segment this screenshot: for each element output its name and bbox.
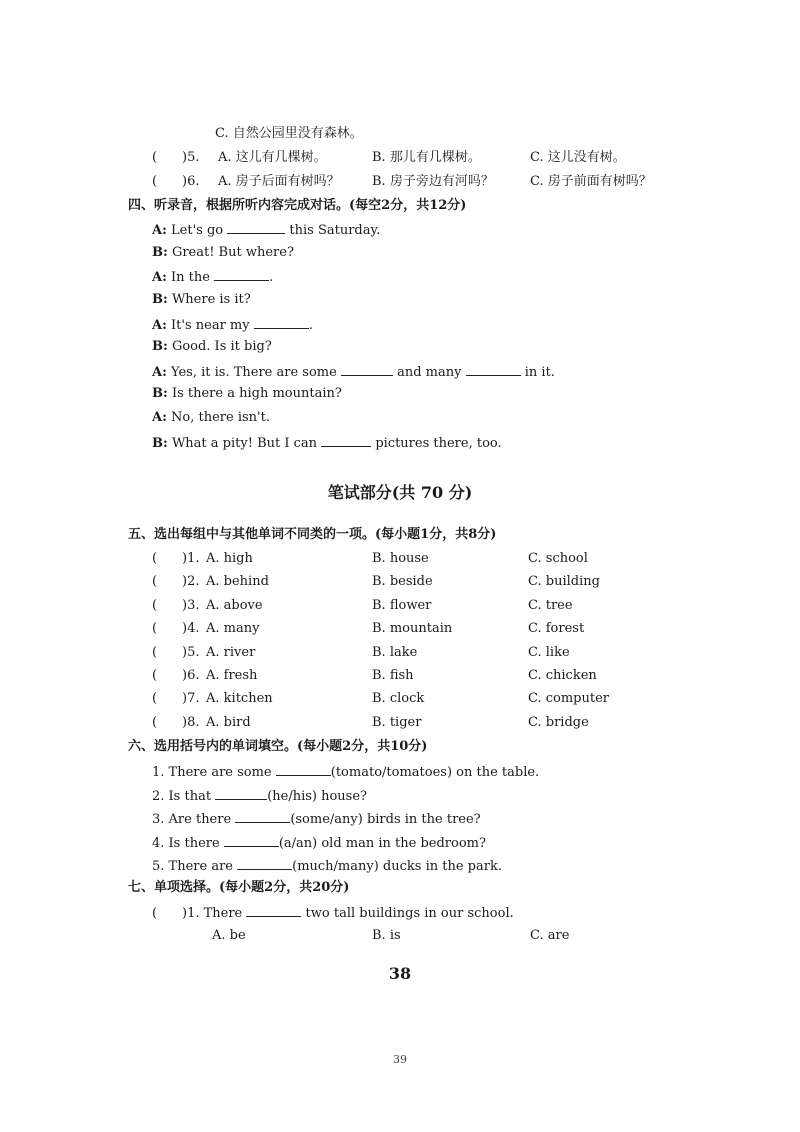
section5-option-c: C. school [528,551,588,566]
page-number: 38 [388,964,412,983]
dialogue-line [152,339,272,355]
section6-item [152,810,481,828]
fill-blank[interactable] [276,763,331,776]
section5-option-c: C. bridge [528,714,589,730]
section5-option-b: B. beside [372,574,433,590]
section5-item [152,645,199,661]
dialogue-text: in it. [524,365,555,380]
section5-option-c: C. computer [528,691,610,707]
dialogue-line [152,268,273,286]
speaker: B: [152,245,168,260]
section5-option-a: A. river [206,644,256,660]
section6-item [152,787,367,805]
speaker: A: [152,365,167,380]
section5-option-c: C. forest [528,621,585,637]
speaker: A: [152,318,167,333]
section5-heading: 五、选出每组中与其他单词不同类的一项。(每小题1分，共8分) [128,527,497,542]
section6-item [152,763,539,781]
footer-number: 39 [393,1053,407,1066]
section5-option-b: B. lake [372,644,418,660]
answer-paren[interactable]: ( [152,597,158,613]
section7-heading: 七、单项选择。(每小题2分，共20分) [128,880,350,895]
dialogue-text: this Saturday. [289,223,381,238]
fill-blank[interactable] [227,221,285,234]
answer-paren[interactable]: ( [152,174,158,189]
speaker: A: [152,223,167,238]
fill-blank[interactable] [235,810,290,823]
dialogue-text: . [269,270,274,285]
dialogue-line [152,221,380,239]
q5-option-b: B. 那儿有几棵树。 [372,150,481,165]
s7-q1-row [152,904,514,922]
section5-option-b: B. clock [372,691,425,707]
section5-option-b: B. fish [372,668,414,683]
speaker: A: [152,410,167,425]
dialogue-text: Yes, it is. There are some [171,365,337,380]
section5-option-c: C. building [528,574,600,590]
section5-option-a: A. behind [206,574,269,590]
dialogue-text: It's near my [171,318,250,333]
answer-paren[interactable]: ( [152,906,158,921]
question-number: )1. [182,551,200,566]
fill-blank[interactable] [214,268,269,281]
section5-item [152,715,199,731]
fill-blank[interactable] [466,363,521,376]
section5-item [152,551,199,567]
fill-blank[interactable] [341,363,393,376]
section5-item [152,691,199,707]
section5-item [152,621,199,637]
fill-blank[interactable] [224,834,279,847]
question-number: )5. [182,644,200,660]
section5-option-b: B. house [372,551,429,566]
s7-q1-option-b: B. is [372,928,401,943]
section5-item [152,574,199,590]
fill-blank[interactable] [254,316,309,329]
dialogue-line [152,245,294,261]
section5-option-c: C. chicken [528,668,597,683]
section4-heading: 四、听录音，根据所听内容完成对话。(每空2分，共12分) [128,198,467,213]
section5-option-b: B. flower [372,597,432,613]
answer-paren[interactable]: ( [152,691,158,707]
section5-option-c: C. like [528,644,570,660]
question-number: )3. [182,597,200,613]
section5-option-c: C. tree [528,597,573,613]
item-text: (he/his) house? [267,788,368,804]
speaker: B: [152,339,168,354]
dialogue-line [152,410,270,426]
item-text: (much/many) ducks in the park. [292,859,502,874]
q4-option-c: C. 自然公园里没有森林。 [215,126,363,141]
dialogue-text: No, there isn't. [171,410,270,425]
fill-blank[interactable] [321,434,371,447]
item-text: 2. Is that [152,788,212,804]
dialogue-text: . [308,318,313,333]
item-text: (tomato/tomatoes) on the table. [330,765,540,780]
section6-heading: 六、选用括号内的单词填空。(每小题2分，共10分) [128,739,428,754]
section5-item [152,598,199,614]
dialogue-text: Is there a high mountain? [171,386,342,401]
question-number: )5. [182,150,200,165]
question-number: )4. [182,621,200,637]
section6-item [152,834,486,852]
section6-item [152,857,502,875]
answer-paren[interactable]: ( [152,644,158,660]
section5-option-a: A. bird [206,714,251,730]
speaker: B: [152,292,168,307]
item-text: 4. Is there [152,835,220,851]
question-number: )6. [182,174,200,189]
item-text: (some/any) birds in the tree? [290,812,481,827]
question-number: )6. [182,668,200,683]
item-text: (a/an) old man in the bedroom? [278,835,486,851]
dialogue-line [152,316,313,334]
section5-option-b: B. tiger [372,714,422,730]
fill-blank[interactable] [246,904,301,917]
dialogue-text: Great! But where? [171,245,294,260]
question-stem: )1. There [182,906,243,921]
item-text: 3. Are there [152,812,232,827]
question-stem-end: two tall buildings in our school. [305,906,514,921]
dialogue-text: Good. Is it big? [171,339,272,354]
s7-q1-option-c: C. are [530,928,570,943]
answer-paren[interactable]: ( [152,714,158,730]
speaker: B: [152,386,168,401]
item-text: 5. There are [152,859,233,874]
answer-paren[interactable]: ( [152,551,158,566]
dialogue-text: Where is it? [171,292,251,307]
dialogue-text: pictures there, too. [375,436,502,451]
section5-option-b: B. mountain [372,621,453,637]
answer-paren[interactable]: ( [152,668,158,683]
answer-paren[interactable]: ( [152,574,158,590]
answer-paren[interactable]: ( [152,150,158,165]
item-text: 1. There are some [152,765,272,780]
q6-option-c: C. 房子前面有树吗？ [530,174,652,189]
dialogue-text: What a pity! But I can [171,436,318,451]
dialogue-line [152,363,555,381]
dialogue-text: Let's go [171,223,224,238]
section5-option-a: A. high [206,551,253,566]
question-number: )2. [182,574,200,590]
speaker: B: [152,436,168,451]
s7-q1-option-a: A. be [212,928,246,943]
answer-paren[interactable]: ( [152,621,158,637]
question-number: )8. [182,714,200,730]
section5-item [152,668,199,684]
question-number: )7. [182,691,200,707]
section5-option-a: A. above [206,597,263,613]
fill-blank[interactable] [237,857,292,870]
section5-option-a: A. kitchen [206,691,273,707]
dialogue-text: In the [171,270,210,285]
q6-option-b: B. 房子旁边有河吗？ [372,174,494,189]
dialogue-line [152,292,251,308]
section5-option-a: A. fresh [206,668,258,683]
dialogue-line [152,386,342,402]
written-section-title: 笔试部分(共 70 分) [327,483,473,502]
q5-option-c: C. 这儿没有树。 [530,150,626,165]
speaker: A: [152,270,167,285]
fill-blank[interactable] [215,787,267,800]
q5-row [152,150,199,166]
dialogue-text: and many [397,365,462,380]
q5-option-a: A. 这儿有几棵树。 [218,150,327,165]
q6-row [152,174,199,190]
q6-option-a: A. 房子后面有树吗？ [218,174,340,189]
section5-option-a: A. many [206,621,260,637]
dialogue-line [152,434,502,452]
